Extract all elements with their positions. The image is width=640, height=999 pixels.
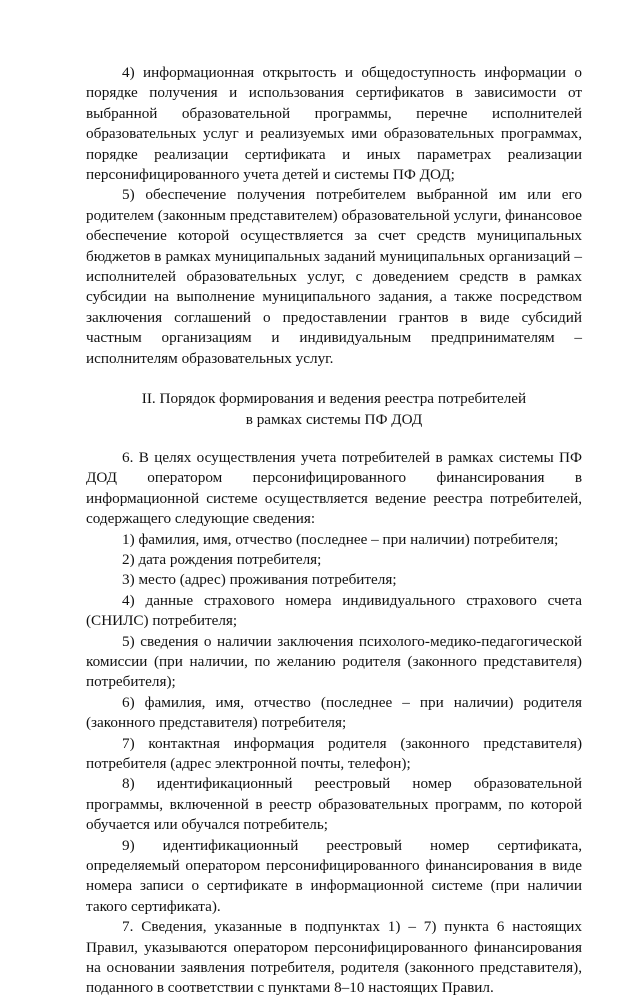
clause-6-item-8: 8) идентификационный реестровый номер образовательной программы, включенной в реестр образовательных программ, по которой обучается или обучался потребитель; — [86, 775, 582, 834]
clause-6-item-5: 5) сведения о наличии заключения психолого-медико-педагогической комиссии (при наличии, по желанию родителя (законного представителя) потребителя); — [86, 632, 582, 691]
document-body — [86, 63, 582, 999]
clause-6-intro: 6. В целях осуществления учета потребителей в рамках системы ПФ ДОД оператором персонифицированного финансирования в информационной системе осуществляется ведение реестра потребителей, содержащего следующие сведения: — [86, 448, 582, 528]
list-item-5: 5) обеспечение получения потребителем выбранной им или его родителем (законным представителем) образовательной услуги, финансовое обеспечение которой осуществляется за счет средств муниципальных бюджетов в рамках муниципальных заданий муниципальных организаций – исполнителей образовательных услуг, с доведением средств в рамках субсидии на выполнение муниципального задания, а также посредством заключения соглашений о предоставлении грантов в виде субсидий частным организациям и индивидуальным предпринимателям – исполнителям образовательных услуг. — [86, 186, 582, 367]
list-item-4: 4) информационная открытость и общедоступность информации о порядке получения и использования сертификатов в зависимости от выбранной образовательной программы, перечне исполнителей образовательных услуг и реализуемых ими образовательных программах, порядке реализации сертификата и иных параметрах реализации персонифицированного учета детей и системы ПФ ДОД; — [86, 64, 582, 184]
clause-6-item-6: 6) фамилия, имя, отчество (последнее – при наличии) родителя (законного представителя) потребителя; — [86, 693, 582, 732]
clause-6-item-1: 1) фамилия, имя, отчество (последнее – при наличии) потребителя; — [122, 530, 559, 548]
clause-7: 7. Сведения, указанные в подпунктах 1) – 7) пункта 6 настоящих Правил, указываются оператором персонифицированного финансирования на основании заявления потребителя, родителя (законного представителя), поданного в соответствии с пунктами 8–10 настоящих Правил. — [86, 918, 582, 997]
clause-6-item-9: 9) идентификационный реестровый номер сертификата, определяемый оператором персонифицированного финансирования в виде номера записи о сертификате в информационной системе (при наличии такого сертификата). — [86, 836, 582, 915]
clause-6-item-3: 3) место (адрес) проживания потребителя; — [122, 571, 397, 589]
clause-6-item-4: 4) данные страхового номера индивидуального страхового счета (СНИЛС) потребителя; — [86, 591, 582, 630]
clause-6-item-2: 2) дата рождения потребителя; — [122, 550, 322, 568]
clause-6-item-7: 7) контактная информация родителя (законного представителя) потребителя (адрес электронной почты, телефон); — [86, 734, 582, 772]
section-title-line-2: в рамках системы ПФ ДОД — [245, 410, 423, 428]
section-title-line-1: II. Порядок формирования и ведения реестра потребителей — [141, 390, 527, 408]
